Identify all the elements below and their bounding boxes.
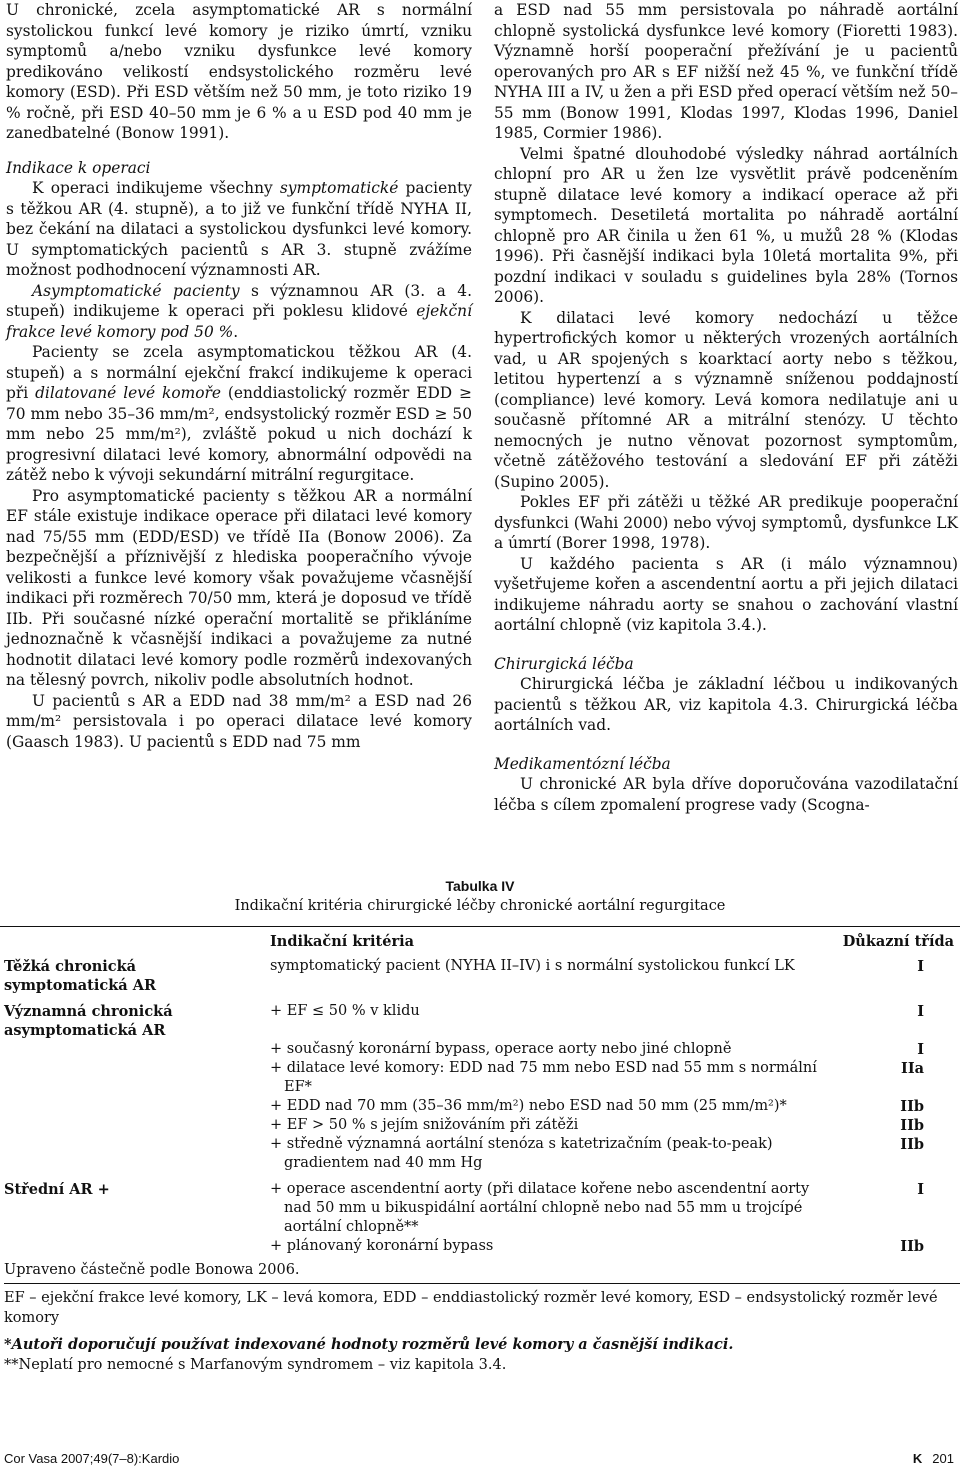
- table-row: [0, 1173, 960, 1237]
- group-name-empty: [0, 1135, 270, 1173]
- table-header-row: [0, 927, 960, 957]
- paragraph: Velmi špatné dlouhodobé výsledky náhrad aortálních chlopní pro AR u žen lze vysvětlit právě podceněním stupně dilatace levé komory a indikací operace až při symptomech. Desetiletá mortalita po náhradě aortální chlopně pro AR činila u žen 61 %, u mužů 28 % (Klodas 1996). Při časnější indikaci byla 10letá mortalita 9%, při pozdní indikaci v souladu s guidelines byla 28% (Tornos 2006).: [494, 144, 958, 306]
- criterion: + operace ascendentní aorty (při dilatace kořene nebo ascendentní aorty nad 50 mm u bikuspidální aortální chlopně nebo nad 55 mm u trojcípé aortální chlopně**: [270, 1181, 810, 1235]
- table-row: [0, 1116, 960, 1135]
- header-class: Důkazní třída: [842, 933, 954, 950]
- page-footer: [0, 1448, 960, 1470]
- text-run: s významnou AR (3. a 4. stupeň) indikujeme k operaci při poklesu klidové: [6, 281, 472, 320]
- double-star-note: **Neplatí pro nemocné s Marfanovým syndromem – viz kapitola 3.4.: [4, 1357, 507, 1373]
- table-caption: [0, 876, 960, 916]
- paragraph: Pokles EF při zátěži u těžké AR predikuje pooperační dysfunkci (Wahi 2000) nebo vývoj symptomů, dysfunkce LK a úmrtí (Borer 1998, 1978).: [494, 493, 958, 552]
- table-title: Indikační kritéria chirurgické léčby chronické aortální regurgitace: [234, 898, 726, 914]
- paragraph: [6, 281, 472, 343]
- abbreviation-note: EF – ejekční frakce levé komory, LK – levá komora, EDD – enddiastolický rozměr levé komory, ESD – endsystolický rozměr levé komory: [4, 1290, 938, 1326]
- emphasis: dilatované levé komoře: [35, 384, 221, 402]
- emphasis: symptomatické: [279, 179, 399, 197]
- emphasis: Asymptomatické pacienty: [32, 281, 240, 300]
- table-row: [0, 1097, 960, 1116]
- table-row: [0, 1040, 960, 1059]
- criterion: + plánovaný koronární bypass: [270, 1238, 494, 1254]
- evidence-class: I: [917, 1003, 924, 1020]
- group-name-empty: [0, 1059, 270, 1097]
- evidence-class: IIb: [900, 1098, 924, 1115]
- header-group: [0, 927, 270, 957]
- evidence-class: I: [917, 1181, 924, 1198]
- header-criteria: Indikační kritéria: [270, 933, 415, 950]
- left-text-column: [6, 0, 472, 752]
- evidence-class: I: [917, 1041, 924, 1058]
- paragraph: U pacientů s AR a EDD nad 38 mm/m² a ESD nad 26 mm/m² persistovala i po operaci dilatace levé komory (Gaasch 1983). U pacientů s EDD nad 75 mm: [6, 691, 472, 751]
- group-name: Těžká chronická symptomatická AR: [4, 958, 157, 994]
- journal-citation: Cor Vasa 2007;49(7–8):Kardio: [4, 1451, 180, 1466]
- evidence-class: IIb: [900, 1117, 924, 1134]
- paragraph: Chirurgická léčba je základní léčbou u indikovaných pacientů s těžkou AR, viz kapitola 4.3. Chirurgická léčba aortálních vad.: [494, 675, 958, 734]
- star-note: *Autoři doporučují používat indexované hodnoty rozměrů levé komory a časnější indikaci.: [4, 1336, 734, 1353]
- criterion: symptomatický pacient (NYHA II–IV) i s normální systolickou funkcí LK: [270, 958, 795, 974]
- table-iv: [0, 876, 960, 1375]
- page-number: [913, 1451, 954, 1466]
- table-row: [0, 995, 960, 1040]
- table-notes: [0, 1260, 960, 1375]
- group-name: Střední AR +: [4, 1181, 110, 1198]
- notes-rule: [4, 1283, 960, 1284]
- source-note: Upraveno částečně podle Bonowa 2006.: [4, 1262, 300, 1278]
- right-text-column: [494, 0, 958, 815]
- criterion: + dilatace levé komory: EDD nad 75 mm nebo ESD nad 55 mm s normální EF*: [270, 1060, 817, 1095]
- table-label: Tabulka IV: [445, 878, 515, 894]
- paragraph: U chronické, zcela asymptomatické AR s normální systolickou funkcí levé komory je riziko úmrtí, vzniku symptomů a/nebo vzniku dysfunkce levé komory predikováno velikostí endsystolického rozměru levé komory (ESD). Při ESD větším než 50 mm, je toto riziko 19 % ročně, při ESD 40–50 mm je 6 % a u ESD pod 40 mm je zanedbatelné (Bonow 1991).: [6, 1, 472, 142]
- page-prefix: K: [912, 1451, 923, 1466]
- section-heading-chirurgicka: Chirurgická léčba: [494, 654, 634, 673]
- criterion: + EF > 50 % s jejím snižováním při zátěži: [270, 1117, 579, 1133]
- emphasis: ejekční frakce levé komory pod 50 %: [6, 302, 472, 341]
- page-number-value: 201: [932, 1451, 954, 1466]
- group-name: Významná chronická asymptomatická AR: [4, 1003, 173, 1039]
- paragraph: U každého pacienta s AR (i málo významnou) vyšetřujeme kořen a ascendentní aortu a při jejich dilataci indikujeme náhradu aorty se snahou o zachování vlastní aortální chlopně (viz kapitola 3.4.).: [494, 554, 958, 634]
- text-run: (enddiastolický rozměr EDD ≥ 70 mm nebo 35–36 mm/m², endsystolický rozměr ESD ≥ 50 mm nebo 25 mm/m²), zvláště pokud u nich dochází k progresivní dilataci levé komory, abnormální odpovědi na zátěž nebo k vývoji sekundární mitrální regurgitace.: [6, 384, 472, 484]
- evidence-class: IIb: [900, 1136, 924, 1153]
- text-run: pacienty s těžkou AR (4. stupně), a to již ve funkční třídě NYHA II, bez čekání na dilataci a systolickou dysfunkci levé komory. U symptomatických pacientů s AR 3. stupně zvážíme možnost podhodnocení významnosti AR.: [6, 179, 472, 279]
- group-name-empty: [0, 1097, 270, 1116]
- paragraph: Pro asymptomatické pacienty s těžkou AR a normální EF stále existuje indikace operace při dilataci levé komory nad 75/55 mm (EDD/ESD) ve třídě IIa (Bonow 2006). Za bezpečnější a příznivější z hlediska pooperačního vývoje velikosti a funkce levé komory však považujeme včasnější indikaci při rozměrech 70/50 mm, která je doposud ve třídě IIb. Při současné nízké operační mortalitě se přikláníme jednoznačně k včasnější indikaci a považujeme za nutné hodnotit dilataci levé komory podle rozměrů indexovaných na tělesný povrch, nikoliv podle absolutních hodnot.: [6, 486, 472, 689]
- group-name-empty: [0, 1040, 270, 1059]
- criterion: + EDD nad 70 mm (35–36 mm/m²) nebo ESD nad 50 mm (25 mm/m²)*: [270, 1098, 787, 1114]
- evidence-class: I: [917, 958, 924, 975]
- criterion: + EF ≤ 50 % v klidu: [270, 1003, 420, 1019]
- table-row: [0, 957, 960, 995]
- text-run: K operaci indikujeme všechny: [32, 179, 280, 197]
- paragraph: a ESD nad 55 mm persistovala po náhradě aortální chlopně systolická dysfunkce levé komory (Fioretti 1983). Významně horší pooperační přežívání je u pacientů operovaných pro AR s EF nižší než 45 %, ve funkční třídě NYHA III a IV, u žen a při ESD před operací větším než 50–55 mm (Bonow 1991, Klodas 1997, Klodas 1996, Daniel 1985, Cormier 1986).: [494, 1, 958, 142]
- text-run: .: [233, 322, 239, 341]
- criterion: + středně významná aortální stenóza s katetrizačním (peak-to-peak) gradientem nad 40 mm Hg: [270, 1136, 773, 1171]
- evidence-class: IIa: [901, 1060, 924, 1077]
- paragraph: K dilataci levé komory nedochází u těžce hypertrofických komor u některých vrozených aortálních vad, u AR spojených s koarktací aorty nebo s těžkou, letitou hypertenzí a s významně sníženou poddajností (compliance) levé komory. Levá komora nedilatuje ani u současně přítomné AR a mitrální stenózy. U těchto nemocných je nutno věnovat pozornost symptomům, včetně zátěžového testování a sledování EF při zátěži (Supino 2005).: [494, 308, 958, 491]
- criteria-table: [0, 927, 960, 1256]
- paragraph: U chronické AR byla dříve doporučována vazodilatační léčba s cílem zpomalení progrese vady (Scogna-: [494, 775, 958, 814]
- paragraph: [6, 178, 472, 281]
- text-run: Pacienty se zcela asymptomatickou těžkou AR (4. stupeň) a s normální ejekční frakcí indikujeme k operaci při: [6, 343, 472, 402]
- table-row: [0, 1059, 960, 1097]
- paragraph: [6, 342, 472, 486]
- criterion: + současný koronární bypass, operace aorty nebo jiné chlopně: [270, 1041, 732, 1057]
- table-body: [0, 957, 960, 1256]
- group-name-empty: [0, 1237, 270, 1256]
- table-row: [0, 1237, 960, 1256]
- table-row: [0, 1135, 960, 1173]
- evidence-class: IIb: [900, 1238, 924, 1255]
- section-heading-indikace: Indikace k operaci: [6, 158, 151, 177]
- section-heading-medikamentozni: Medikamentózní léčba: [494, 754, 671, 773]
- group-name-empty: [0, 1116, 270, 1135]
